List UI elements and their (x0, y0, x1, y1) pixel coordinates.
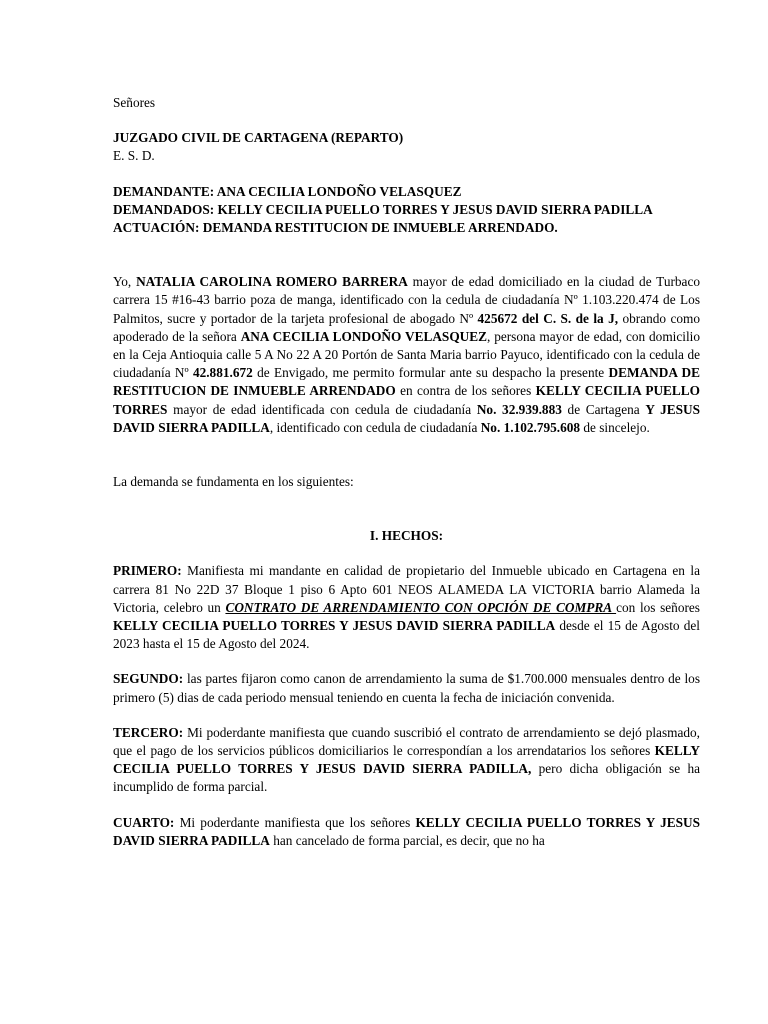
bold-run: KELLY CECILIA PUELLO TORRES Y JESUS DAVID SIERRA PADILLA, (113, 743, 700, 777)
bold-run: DEMANDA DE RESTITUCION DE INMUEBLE ARRENDADO (113, 365, 700, 399)
text-run: las partes fijaron como canon de arrendamiento la suma de $1.700.000 mensuales dentro de los primero (5) dias de cada periodo mensual teniendo en cuenta la fecha de iniciación convenida. (113, 671, 700, 705)
bold-run: No. 1.102.795.608 (480, 419, 581, 435)
bold-run: CUARTO: (113, 814, 175, 830)
demandante-line: DEMANDANTE: ANA CECILIA LONDOÑO VELASQUEZ (113, 183, 462, 199)
text-run: mayor de edad identificada con cedula de ciudadanía (167, 401, 477, 417)
hecho-cuarto (113, 814, 700, 850)
text-run: de Cartagena (561, 401, 646, 417)
fundamento-line: La demanda se fundamenta en los siguientes: (113, 474, 354, 490)
hecho-primero (113, 562, 700, 653)
text-run: mayor de edad domiciliado en la ciudad de Turbaco carrera 15 #16-43 barrio poza de manga, identificado con la cedula de ciudadanía Nº 1.103.220.474 de Los Palmitos, sucre y portador de la tarjeta profesional de abogado Nº (113, 274, 700, 326)
text-run: Mi poderdante manifiesta que los señores (174, 814, 416, 830)
contract-type-emphasis: CONTRATO DE ARRENDAMIENTO CON OPCIÓN DE COMPRA (225, 599, 617, 615)
text-run: con los señores (616, 599, 700, 615)
bold-run: KELLY CECILIA PUELLO TORRES (113, 383, 700, 417)
court-esd: E. S. D. (113, 148, 155, 164)
text-run: de Envigado, me permito formular ante su despacho la presente (252, 365, 609, 381)
text-run: , identificado con cedula de ciudadanía (269, 419, 481, 435)
text-run: Yo, (113, 274, 137, 290)
text-run: obrando como apoderado de la señora (113, 310, 700, 344)
text-run: de sincelejo. (580, 419, 650, 435)
court-name: JUZGADO CIVIL DE CARTAGENA (REPARTO) (113, 130, 404, 146)
section-title-hechos: I. HECHOS: (369, 528, 444, 544)
hecho-tercero (113, 724, 700, 797)
bold-run: ANA CECILIA LONDOÑO VELASQUEZ (240, 328, 488, 344)
text-run: Manifiesta mi mandante en calidad de propietario del Inmueble ubicado en Cartagena en la carrera 81 No 22D 37 Bloque 1 piso 6 Apto 601 NEOS ALAMEDA LA VICTORIA barrio Alameda la Victoria, celebro un (113, 563, 700, 615)
bold-run: KELLY CECILIA PUELLO TORRES Y JESUS DAVID SIERRA PADILLA (113, 618, 556, 634)
bold-run: PRIMERO: (113, 563, 182, 579)
text-run: desde el 15 de Agosto del 2023 hasta el 15 de Agosto del 2024. (113, 618, 700, 652)
text-run: , persona mayor de edad, con domicilio en la Ceja Antioquia calle 5 A No 22 A 20 Portón de Santa Maria barrio Payuco, identificado con la cedula de ciudadanía Nº (113, 328, 700, 381)
demandados-line: DEMANDADOS: KELLY CECILIA PUELLO TORRES Y JESUS DAVID SIERRA PADILLA (113, 201, 653, 217)
bold-run: KELLY CECILIA PUELLO TORRES Y JESUS DAVID SIERRA PADILLA (113, 814, 700, 848)
bold-run: 425672 del C. S. de la J, (477, 310, 619, 326)
bold-run: No. 32.939.883 (476, 401, 562, 417)
document-page (113, 94, 700, 850)
intro-paragraph (113, 273, 700, 437)
bold-run: 42.881.672 (192, 365, 253, 381)
bold-run: Y JESUS DAVID SIERRA PADILLA (113, 401, 701, 435)
actuacion-line: ACTUACIÓN: DEMANDA RESTITUCION DE INMUEBLE ARRENDADO. (113, 220, 558, 236)
bold-run: NATALIA CAROLINA ROMERO BARRERA (136, 274, 408, 290)
text-run: Mi poderdante manifiesta que cuando suscribió el contrato de arrendamiento se dejó plasmado, que el pago de los servicios públicos domiciliarios le correspondían a los arrendatarios los señores (113, 724, 700, 759)
bold-run: SEGUNDO: (113, 671, 184, 687)
salutation: Señores (113, 95, 156, 110)
text-run: han cancelado de forma parcial, es decir, que no ha (269, 832, 545, 848)
bold-run: TERCERO: (113, 724, 184, 740)
hecho-segundo (113, 670, 700, 706)
text-run: pero dicha obligación se ha incumplido de forma parcial. (113, 761, 700, 795)
text-run: en contra de los señores (395, 383, 536, 399)
